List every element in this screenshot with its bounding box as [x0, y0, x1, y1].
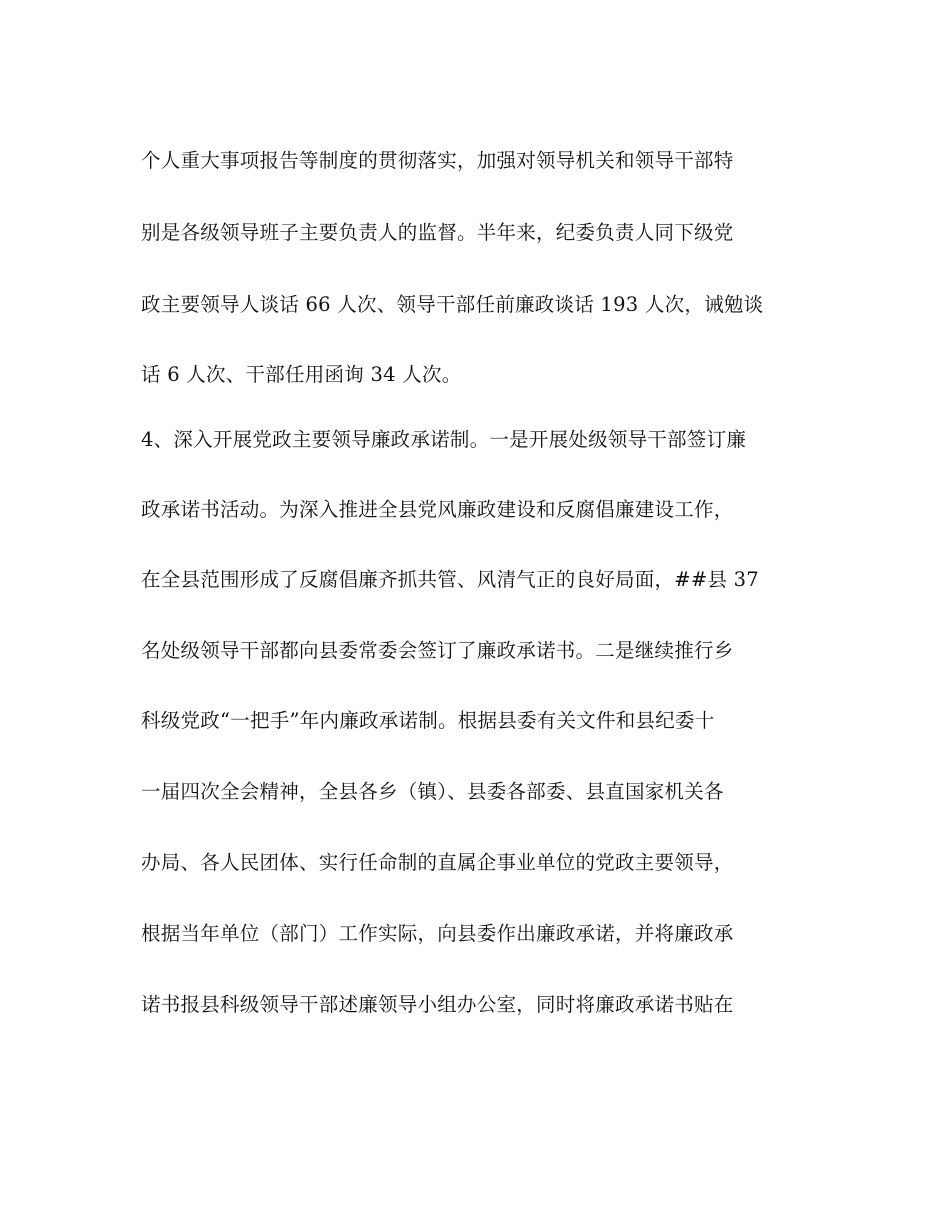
- text-line: 一届四次全会精神，全县各乡（镇）、县委各部委、县直国家机关各: [141, 780, 724, 803]
- text-line: 根据当年单位（部门）工作实际，向县委作出廉政承诺，并将廉政承: [141, 922, 734, 945]
- text-line: 政承诺书活动。为深入推进全县党风廉政建设和反腐倡廉建设工作，: [141, 498, 734, 521]
- text-line: 话 6 人次、干部任用函询 34 人次。: [141, 363, 462, 386]
- text-line: 个人重大事项报告等制度的贯彻落实，加强对领导机关和领导干部特: [141, 149, 734, 172]
- text-line: 在全县范围形成了反腐倡廉齐抓共管、风清气正的良好局面，##县 37: [141, 568, 759, 591]
- text-line: 名处级领导干部都向县委常委会签订了廉政承诺书。二是继续推行乡: [141, 639, 734, 662]
- text-line: 政主要领导人谈话 66 人次、领导干部任前廉政谈话 193 人次，诫勉谈: [141, 293, 764, 316]
- text-line: 科级党政“一把手”年内廉政承诺制。根据县委有关文件和县纪委十: [141, 709, 715, 732]
- text-line: 别是各级领导班子主要负责人的监督。半年来，纪委负责人同下级党: [141, 221, 734, 244]
- text-line: 诺书报县科级领导干部述廉领导小组办公室，同时将廉政承诺书贴在: [141, 993, 734, 1016]
- section-heading-line: 4、深入开展党政主要领导廉政承诺制。一是开展处级领导干部签订廉: [141, 428, 747, 451]
- text-line: 办局、各人民团体、实行任命制的直属企事业单位的党政主要领导，: [141, 851, 734, 874]
